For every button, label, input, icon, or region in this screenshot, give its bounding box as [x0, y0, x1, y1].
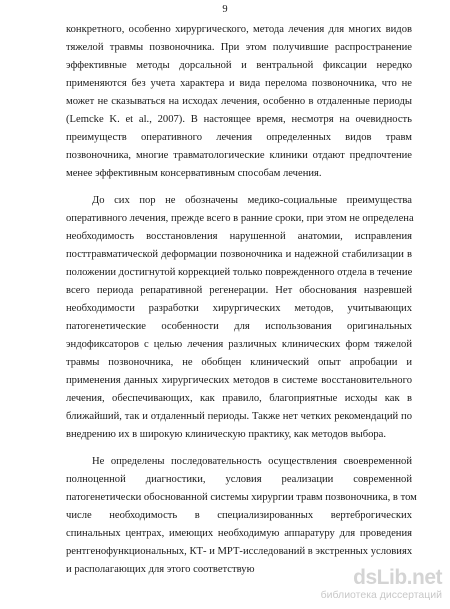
text-line: эндофиксаторов с целью лечения различных клинических форм тяжелой [66, 339, 412, 350]
watermark-subtitle: библиотека диссертаций [320, 589, 442, 601]
watermark-domain: dsLib.net [353, 566, 442, 589]
text-line: всего периода репаративной регенерации. Нет обоснования назревшей [66, 285, 412, 296]
text-line: преимуществ оперативного лечения определенных видов травм [66, 132, 412, 143]
text-line: применения данных хирургических методов в системе восстановительного [66, 375, 412, 386]
text-line: и располагающих для этого соответствую [66, 564, 255, 575]
text-line: (Lemcke K. et al., 2007). В настоящее время, несмотря на очевидность [66, 114, 412, 125]
page-number: 9 [222, 4, 228, 15]
text-line: оперативного лечения, прежде всего в ранние сроки, при этом не определена [66, 213, 414, 224]
text-line: конкретного, особенно хирургического, метода лечения для многих видов [66, 24, 412, 35]
text-line: тяжелой травмы позвоночника. При этом получившие распространение [66, 42, 412, 53]
text-line: может не сказываться на исходах лечения, особенно в отдаленные периоды [66, 96, 412, 107]
watermark-logo [292, 567, 442, 603]
text-line: необходимость восстановления нарушенной анатомии, исправления [66, 231, 412, 242]
text-line: полноценной диагностики, условия реализации современной [66, 474, 412, 485]
text-line: травмы позвоночника, не обобщен клинический опыт апробации и [66, 357, 412, 368]
text-line: До сих пор не обозначены медико-социальные преимущества [92, 195, 412, 206]
text-line: спинальных центрах, имеющих необходимую аппаратуру для проведения [66, 528, 412, 539]
paragraph-1 [66, 21, 412, 183]
text-line: внедрению их в широкую клиническую практику, как методов выбора. [66, 429, 387, 440]
document-body [66, 21, 417, 579]
text-line: эффективные методы дорсальной и вентральной фиксации нередко [66, 60, 412, 71]
text-line: патогенетические особенности для использования оригинальных [66, 321, 412, 332]
paragraph-2 [66, 192, 412, 444]
text-line: посттравматической деформации позвоночника и надежной стабилизации в [66, 249, 412, 260]
text-line: применяются без учета характера и вида перелома позвоночника, что не [66, 78, 412, 89]
text-line: менее эффективным консервативным способам лечения. [66, 168, 322, 179]
text-line: необходимости разработки хирургических методов, учитывающих [66, 303, 412, 314]
text-line: рентгенофункциональных, КТ- и МРТ-исследований в экстренных условиях [66, 546, 413, 557]
text-line: числе необходимость в специализированных вертеброгических [66, 510, 412, 521]
text-line: патогенетически обоснованной системы хирургии травм позвоночника, в том [66, 492, 417, 503]
text-line: позвоночника, многие травматологические клиники отдают предпочтение [66, 150, 412, 161]
text-line: положении достигнутой коррекцией только поврежденного отдела в течение [66, 267, 413, 278]
text-line: ближайший, так и отдаленный периоды. Также нет четких рекомендаций по [66, 411, 412, 422]
paragraph-3 [66, 453, 417, 579]
text-line: Не определены последовательность осуществления своевременной [92, 456, 412, 467]
text-line: лечения, обеспечивающих, как правило, благоприятные исходы как в [66, 393, 412, 404]
